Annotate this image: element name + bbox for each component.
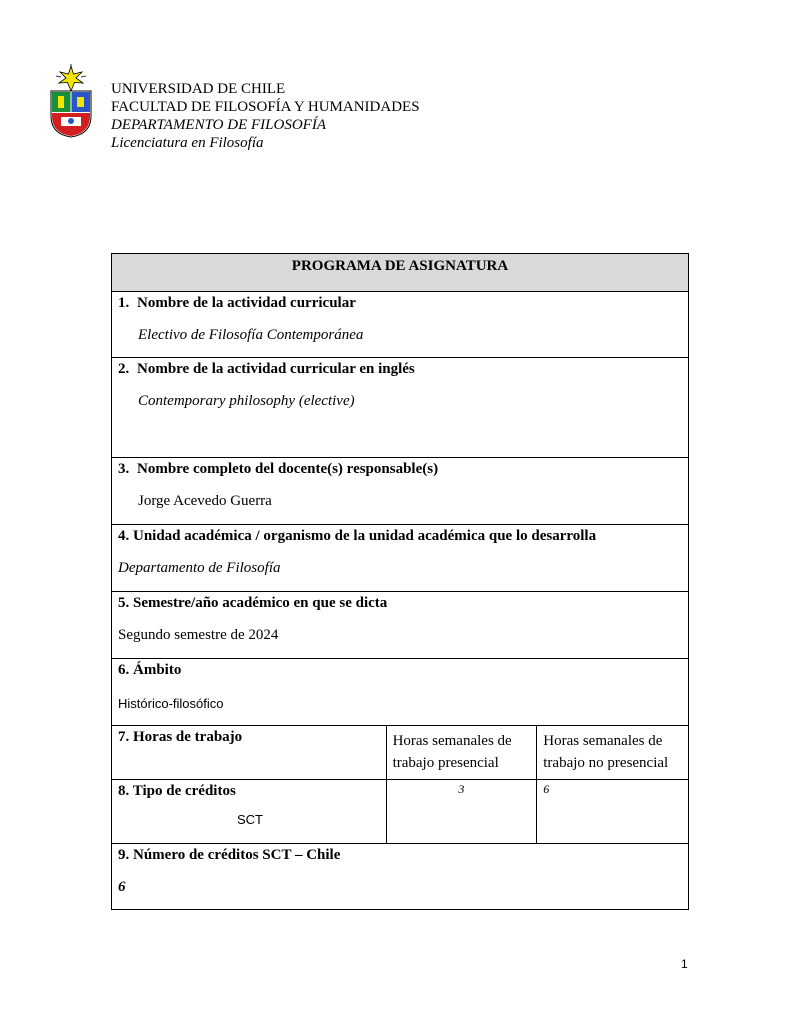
activity-name-english-value: Contemporary philosophy (elective) xyxy=(138,393,355,409)
table-title: PROGRAMA DE ASIGNATURA xyxy=(112,254,689,292)
teacher-value: Jorge Acevedo Guerra xyxy=(138,493,272,509)
presencial-hours-header: Horas semanales de trabajo presencial xyxy=(386,726,537,780)
section-scope: 6. Ámbito Histórico-filosófico xyxy=(112,659,689,726)
section-activity-name: 1. Nombre de la actividad curricular Electivo de Filosofía Contemporánea xyxy=(112,292,689,358)
no-presencial-hours-header: Horas semanales de trabajo no presencial xyxy=(537,726,689,780)
program-table xyxy=(111,253,689,910)
academic-unit-value: Departamento de Filosofía xyxy=(118,560,281,576)
section-teacher: 3. Nombre completo del docente(s) responsable(s) Jorge Acevedo Guerra xyxy=(112,458,689,525)
semester-value: Segundo semestre de 2024 xyxy=(118,627,279,643)
section-academic-unit: 4. Unidad académica / organismo de la unidad académica que lo desarrolla Departamento de Filosofía xyxy=(112,525,689,592)
presencial-hours-value: 3 xyxy=(386,780,537,844)
section-credit-type: 8. Tipo de créditos SCT xyxy=(112,780,387,844)
university-name: UNIVERSIDAD DE CHILE xyxy=(111,81,286,97)
department-name: DEPARTAMENTO DE FILOSOFÍA xyxy=(111,117,326,133)
section-sct-credits: 9. Número de créditos SCT – Chile 6 xyxy=(112,844,689,910)
faculty-name: FACULTAD DE FILOSOFÍA Y HUMANIDADES xyxy=(111,99,420,115)
university-crest-logo xyxy=(50,64,92,138)
star-icon xyxy=(56,64,86,91)
sct-credits-value: 6 xyxy=(118,879,126,895)
credit-type-value: SCT xyxy=(237,812,263,827)
page-number: 1 xyxy=(681,957,688,971)
section-semester: 5. Semestre/año académico en que se dicta Segundo semestre de 2024 xyxy=(112,592,689,659)
section-activity-name-english: 2. Nombre de la actividad curricular en inglés Contemporary philosophy (elective) xyxy=(112,358,689,458)
scope-value: Histórico-filosófico xyxy=(118,696,224,711)
section-work-hours: 7. Horas de trabajo xyxy=(112,726,387,780)
no-presencial-hours-value: 6 xyxy=(537,780,689,844)
activity-name-value: Electivo de Filosofía Contemporánea xyxy=(138,327,364,343)
program-name: Licenciatura en Filosofía xyxy=(111,135,264,151)
